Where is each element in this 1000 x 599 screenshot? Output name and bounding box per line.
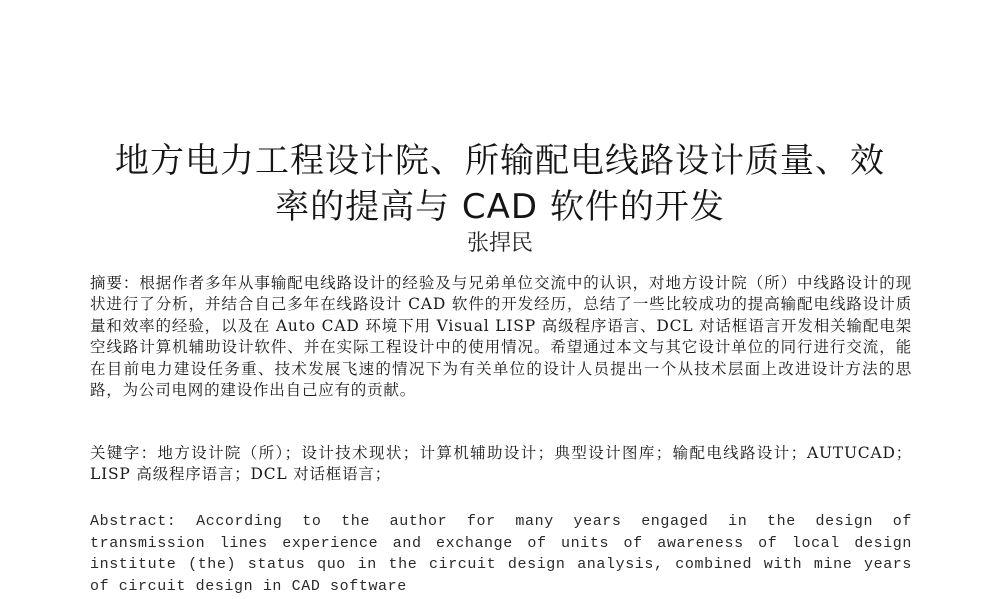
title-line-1: 地方电力工程设计院、所输配电线路设计质量、效: [115, 141, 885, 181]
english-abstract: [90, 511, 912, 599]
chinese-keywords-label: 关键字：: [90, 444, 158, 462]
chinese-abstract-text: 根据作者多年从事输配电线路设计的经验及与兄弟单位交流中的认识，对地方设计院（所）中线路设计的现状进行了分析，并结合自己多年在线路设计 CAD 软件的开发经历，总结了一些比较成功的提高输配电线路设计质量和效率的经验，以及在 Auto CAD 环境下用 Visual LISP 高级程序语言、DCL 对话框语言开发相关输配电架空线路计算机辅助设计软件、并在实际工程设计中的使用情况。希望通过本文与其它设计单位的同行进行交流，能在目前电力建设任务重、技术发展飞速的情况下为有关单位的设计人员提出一个从技术层面上改进设计方法的思路，为公司电网的建设作出自己应有的贡献。: [90, 274, 912, 400]
author-name: 张捍民: [466, 231, 533, 256]
title-line-2: 率的提高与 CAD 软件的开发: [275, 187, 725, 227]
english-abstract-label: Abstract:: [90, 513, 177, 530]
english-abstract-text: According to the author for many years engaged in the design of transmission lines experience and exchange of units of awareness of local design institute (the) status quo in the circuit design analysis, combined with mine years of circuit design in CAD software: [90, 513, 912, 595]
chinese-abstract: [90, 273, 912, 401]
chinese-keywords: [90, 443, 912, 486]
chinese-keywords-text: 地方设计院（所）；设计技术现状；计算机辅助设计；典型设计图库；输配电线路设计；AUTUCAD；LISP 高级程序语言；DCL 对话框语言；: [90, 444, 912, 484]
chinese-abstract-label: 摘要：: [90, 274, 140, 292]
paper-title: [60, 138, 940, 230]
